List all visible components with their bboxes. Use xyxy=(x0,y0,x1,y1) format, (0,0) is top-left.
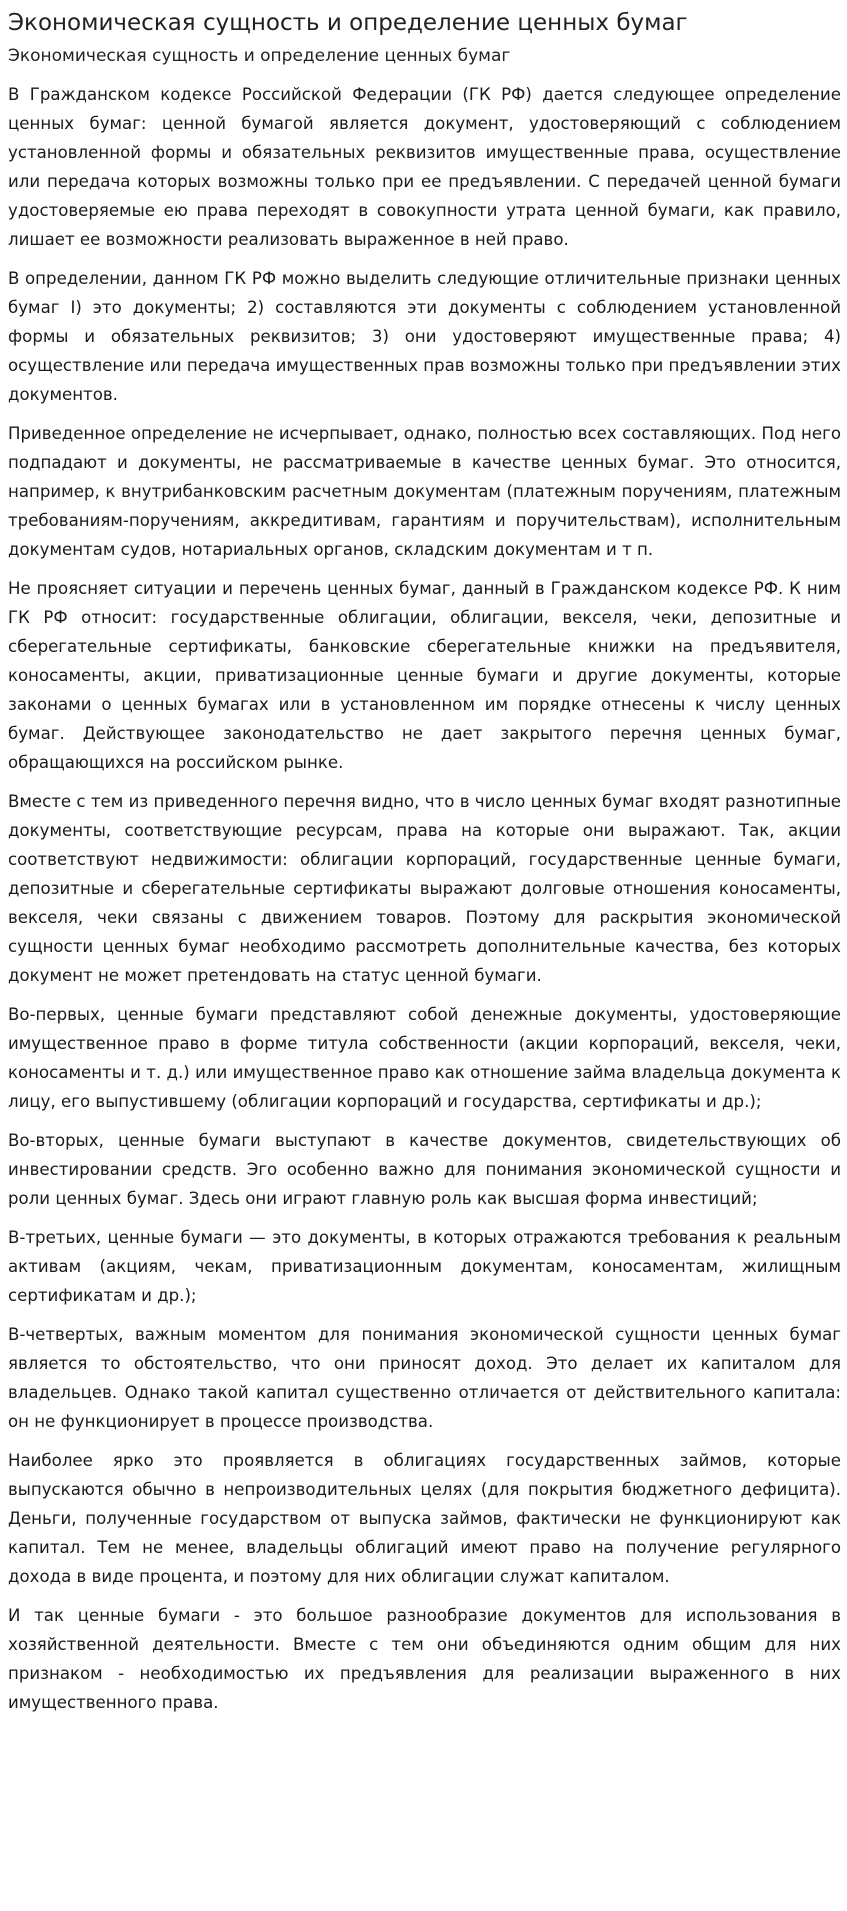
article-paragraph: В Гражданском кодексе Российской Федерации (ГК РФ) дается следующее определение ценных бумаг: ценной бумагой является документ, удостоверяющий с соблюдением установленной формы и обязательных реквизитов имущественные права, осуществление или передача которых возможны только при ее предъявлении. С передачей ценной бумаги удостоверяемые ею права переходят в совокупности утрата ценной бумаги, как правило, лишает ее возможности реализовать выраженное в ней право. xyxy=(8,85,841,249)
article-paragraph: Во-первых, ценные бумаги представляют собой денежные документы, удостоверяющие имущественное право в форме титула собственности (акции корпораций, векселя, чеки, коносаменты и т. д.) или имущественное право как отношение займа владельца документа к лицу, его выпустившему (облигации корпораций и государства, сертификаты и др.); xyxy=(8,1005,841,1111)
article-paragraph: В-четвертых, важным моментом для понимания экономической сущности ценных бумаг является то обстоятельство, что они приносят доход. Это делает их капиталом для владельцев. Однако такой капитал существенно отличается от действительного капитала: он не функционирует в процессе производства. xyxy=(8,1325,841,1431)
article-paragraph: И так ценные бумаги - это большое разнообразие документов для использования в хозяйственной деятельности. Вместе с тем они объединяются одним общим для них признаком - необходимостью их предъявления для реализации выраженного в них имущественного права. xyxy=(8,1606,841,1712)
article-paragraph: Во-вторых, ценные бумаги выступают в качестве документов, свидетельствующих об инвестировании средств. Эго особенно важно для понимания экономической сущности и роли ценных бумаг. Здесь они играют главную роль как высшая форма инвестиций; xyxy=(8,1131,841,1208)
article-paragraph: В определении, данном ГК РФ можно выделить следующие отличительные признаки ценных бумаг I) это документы; 2) составляются эти документы с соблюдением установленной формы и обязательных реквизитов; 3) они удостоверяют имущественные права; 4) осуществление или передача имущественных прав возможны только при предъявлении этих документов. xyxy=(8,269,841,404)
page-subtitle: Экономическая сущность и определение ценных бумаг xyxy=(8,46,511,66)
article-body xyxy=(8,80,841,1717)
page-title: Экономическая сущность и определение ценных бумаг xyxy=(8,10,688,36)
article-paragraph: Наиболее ярко это проявляется в облигациях государственных займов, которые выпускаются обычно в непроизводительных целях (для покрытия бюджетного дефицита). Деньги, полученные государством от выпуска займов, фактически не функционируют как капитал. Тем не менее, владельцы облигаций имеют право на получение регулярного дохода в виде процента, и поэтому для них облигации служат капиталом. xyxy=(8,1451,841,1586)
article-paragraph: Приведенное определение не исчерпывает, однако, полностью всех составляющих. Под него подпадают и документы, не рассматриваемые в качестве ценных бумаг. Это относится, например, к внутрибанковским расчетным документам (платежным поручениям, платежным требованиям-поручениям, аккредитивам, гарантиям и поручительствам), исполнительным документам судов, нотариальных органов, складским документам и т п. xyxy=(8,424,841,559)
article-paragraph: В-третьих, ценные бумаги — это документы, в которых отражаются требования к реальным активам (акциям, чекам, приватизационным документам, коносаментам, жилищным сертификатам и др.); xyxy=(8,1228,841,1305)
article-paragraph: Не проясняет ситуации и перечень ценных бумаг, данный в Гражданском кодексе РФ. К ним ГК РФ относит: государственные облигации, облигации, векселя, чеки, депозитные и сберегательные сертификаты, банковские сберегательные книжки на предъявителя, коносаменты, акции, приватизационные ценные бумаги и другие документы, которые законами о ценных бумагах или в установленном им порядке отнесены к числу ценных бумаг. Действующее законодательство не дает закрытого перечня ценных бумаг, обращающихся на российском рынке. xyxy=(8,579,841,772)
article-paragraph: Вместе с тем из приведенного перечня видно, что в число ценных бумаг входят разнотипные документы, соответствующие ресурсам, права на которые они выражают. Так, акции соответствуют недвижимости: облигации корпораций, государственные ценные бумаги, депозитные и сберегательные сертификаты выражают долговые отношения коносаменты, векселя, чеки связаны с движением товаров. Поэтому для раскрытия экономической сущности ценных бумаг необходимо рассмотреть дополнительные качества, без которых документ не может претендовать на статус ценной бумаги. xyxy=(8,792,841,985)
